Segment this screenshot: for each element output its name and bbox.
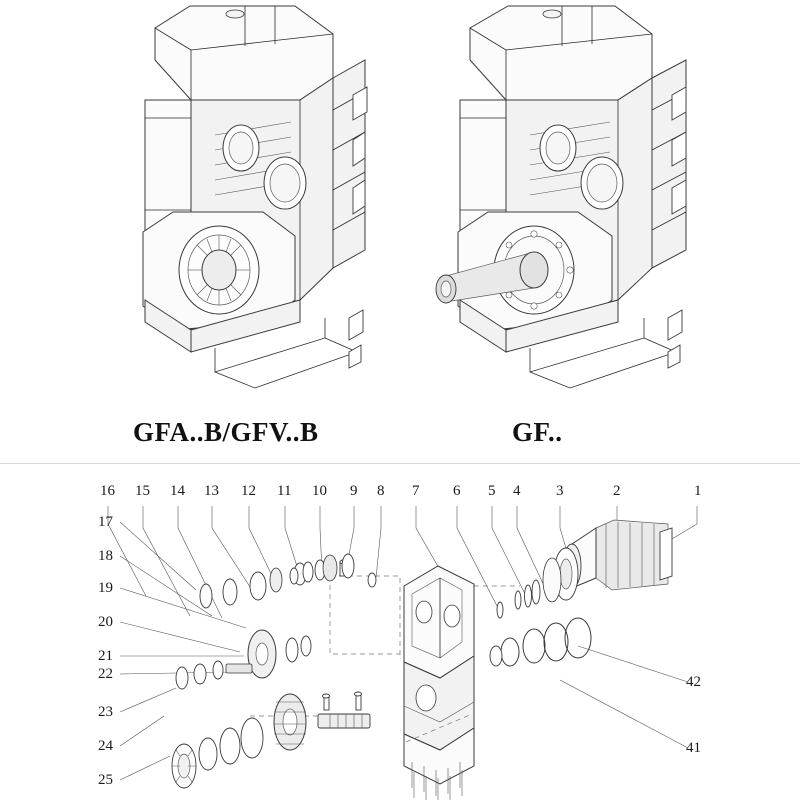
callout-20: 20 xyxy=(98,614,113,630)
callout-11: 11 xyxy=(277,483,292,499)
callout-22: 22 xyxy=(98,666,113,682)
callout-2: 2 xyxy=(613,483,621,499)
callout-23: 23 xyxy=(98,704,113,720)
callout-10: 10 xyxy=(312,483,327,499)
part-gear-middle xyxy=(176,630,311,689)
callout-41: 41 xyxy=(686,740,701,756)
callout-9: 9 xyxy=(350,483,358,499)
part-coupling-ring xyxy=(543,548,578,602)
callout-4: 4 xyxy=(513,483,521,499)
part-housing xyxy=(404,566,474,796)
callout-1: 1 xyxy=(694,483,702,499)
callout-14: 14 xyxy=(170,483,185,499)
part-ring-large-set xyxy=(490,618,591,666)
callout-24: 24 xyxy=(98,738,113,754)
gfa-b-gfv-b-view xyxy=(95,0,385,400)
callout-7: 7 xyxy=(412,483,420,499)
gf-view xyxy=(400,0,720,400)
callout-3: 3 xyxy=(556,483,564,499)
callout-42: 42 xyxy=(686,674,701,690)
callout-16: 16 xyxy=(100,483,115,499)
callout-25: 25 xyxy=(98,772,113,788)
callout-19: 19 xyxy=(98,580,113,596)
exploded-parts-diagram xyxy=(0,466,800,800)
callout-21: 21 xyxy=(98,648,113,664)
callout-12: 12 xyxy=(241,483,256,499)
part-pinion-shaft xyxy=(318,692,370,728)
section-divider xyxy=(0,463,800,464)
caption-gf: GF.. xyxy=(512,417,563,447)
caption-gfa-b-gfv-b: GFA..B/GFV..B xyxy=(133,417,319,447)
callout-5: 5 xyxy=(488,483,496,499)
callout-15: 15 xyxy=(135,483,150,499)
callout-18: 18 xyxy=(98,548,113,564)
callout-8: 8 xyxy=(377,483,385,499)
callout-6: 6 xyxy=(453,483,461,499)
part-motor xyxy=(563,520,672,590)
part-gear-bottom xyxy=(172,694,306,788)
callout-13: 13 xyxy=(204,483,219,499)
callout-17: 17 xyxy=(98,514,113,530)
part-gear-row-top xyxy=(200,554,354,608)
